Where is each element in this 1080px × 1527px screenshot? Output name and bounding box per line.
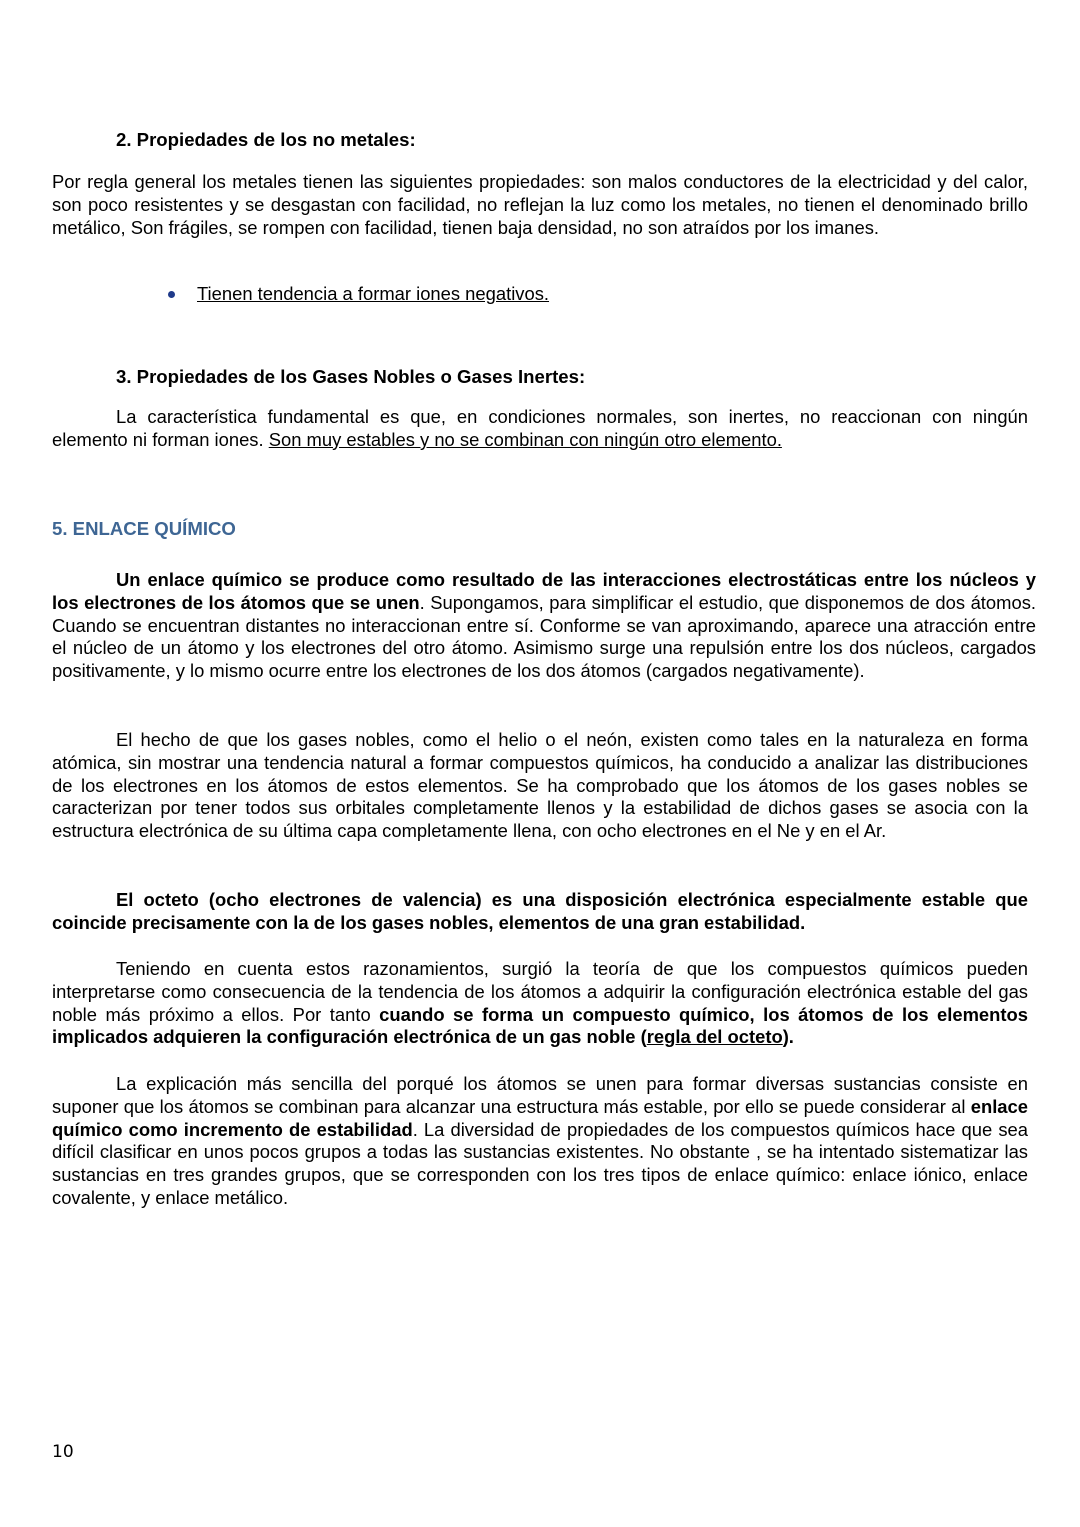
section-3-underlined: Son muy estables y no se combinan con ningún otro elemento. (268, 428, 782, 450)
section-5-heading: 5. ENLACE QUÍMICO (52, 518, 236, 539)
section-3-text: La característica fundamental es que, en condiciones normales, son inertes, no reaccionan con ningún elemento ni forman iones. (52, 406, 1028, 450)
paragraph-5-bold: enlace químico como incremento de estabilidad (52, 1095, 1028, 1140)
paragraph-5-text-b: . La diversidad de propiedades de los compuestos químicos hace que sea difícil clasificar en unos pocos grupos a todas las sustancias existentes. No obstante , se ha intentado sistematizar las sustancias en tres grandes grupos, que se corresponden con los tres tipos de enlace químico: enlace iónico, enlace covalente, y enlace metálico. (52, 1118, 1028, 1208)
paragraph-1-rest: . Supongamos, para simplificar el estudio, que disponemos de dos átomos. Cuando se encuentran distantes no interaccionan entre sí. Conforme se van aproximando, aparece una atracción entre el núcleo de un átomo y los electrones del otro átomo. Asimismo surge una repulsión entre los dos núcleos, cargados positivamente, y lo mismo ocurre entre los electrones de los dos átomos (cargados negativamente). (52, 591, 1036, 682)
paragraph-4-text: Teniendo en cuenta estos razonamientos, surgió la teoría de que los compuestos químicos pueden interpretarse como consecuencia de la tendencia de los átomos a adquirir la configuración electrónica estable del gas noble más próximo a ellos. Por tanto (52, 958, 1028, 1025)
paragraph-3: El octeto (ocho electrones de valencia) es una disposición electrónica especialmente estable que coincide precisamente con la de los gases nobles, elementos de una gran estabilidad. (52, 889, 1028, 933)
paragraph-5-text-a: La explicación más sencilla del porqué los átomos se unen para formar diversas sustancias consiste en suponer que los átomos se combinan para alcanzar una estructura más estable, por ello se puede considerar al (52, 1073, 1028, 1117)
bullet-icon (168, 291, 175, 298)
page-number: 10 (52, 1442, 74, 1462)
paragraph-1 (52, 569, 1036, 683)
paragraph-5 (52, 1073, 1028, 1210)
bullet-list-item (160, 283, 860, 306)
section-3-paragraph (52, 406, 1028, 452)
section-3-heading: 3. Propiedades de los Gases Nobles o Gases Inertes: (116, 366, 586, 387)
section-2-paragraph: Por regla general los metales tienen las siguientes propiedades: son malos conductores de la electricidad y del calor, son poco resistentes y se desgastan con facilidad, no reflejan la luz como los metales, no tienen el denominado brillo metálico, Son frágiles, se rompen con facilidad, tienen baja densidad, no son atraídos por los imanes. (52, 171, 1028, 238)
paragraph-2: El hecho de que los gases nobles, como el helio o el neón, existen como tales en la naturaleza en forma atómica, sin mostrar una tendencia natural a formar compuestos químicos, ha conducido a analizar las distribuciones de los electrones en los átomos de estos elementos. Se ha comprobado que los átomos de los gases nobles se caracterizan por tener todos sus orbitales completamente llenos y la estabilidad de dichos gases se asocia con la estructura electrónica de su última capa completamente llena, con ocho electrones en el Ne y en el Ar. (52, 729, 1028, 842)
regla-del-octeto-link: regla del octeto (646, 1026, 783, 1048)
section-2-heading: 2. Propiedades de los no metales: (116, 129, 416, 150)
paragraph-4-end: ). (782, 1026, 794, 1048)
paragraph-4-bold: cuando se forma un compuesto químico, los átomos de los elementos implicados adquieren la configuración electrónica de un gas noble ( (52, 1003, 1028, 1048)
bullet-text: Tienen tendencia a formar iones negativos. (197, 283, 550, 304)
paragraph-1-bold: Un enlace químico se produce como resultado de las interacciones electrostáticas entre los núcleos y los electrones de los átomos que se unen (52, 569, 1036, 613)
paragraph-4 (52, 958, 1028, 1049)
